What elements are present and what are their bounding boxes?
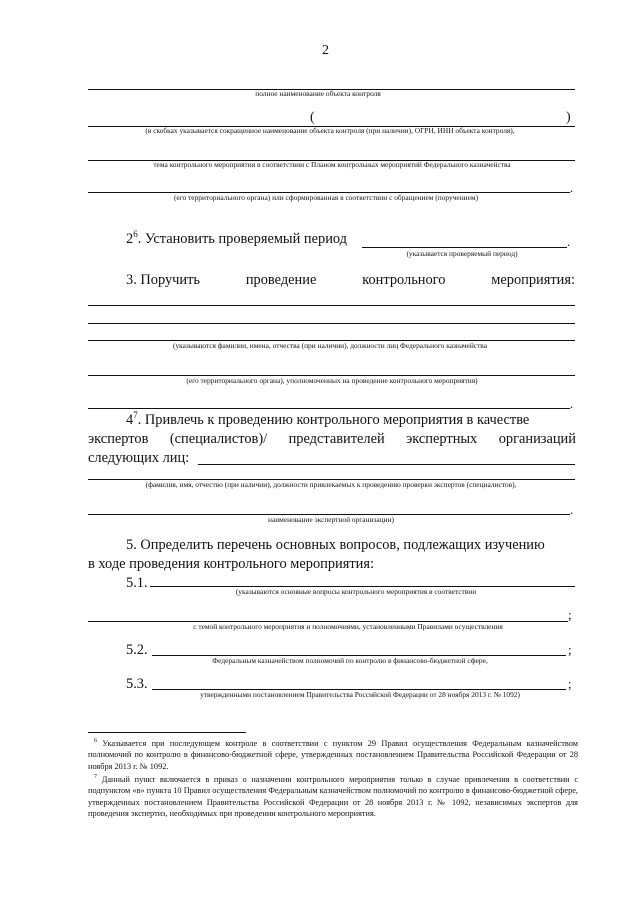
footnote-6-text: Указывается при последующем контроле в соответствии с пунктом 29 Правил осуществления Федеральным казначейством полномочий по контролю в финансово-бюджетной сфере, утвержденных постановлением Правительства Российской Федерации от 28 ноября 2013 г. № 1092. — [88, 739, 579, 771]
footnote-6-mark: 6 — [94, 738, 97, 745]
sub52-caption: Федеральным казначейством полномочий по контролю в финансово-бюджетной сфере, — [212, 656, 488, 665]
object-full-name-caption: полное наименование объекта контроля — [255, 89, 381, 98]
sub51-caption: (указываются основные вопросы контрольного мероприятия в соответствии — [235, 587, 477, 596]
short-name-caption: (в скобках указывается сокращенное наименование объекта контроля (при наличии), ОГРН, ИНН объекта контроля), — [145, 126, 515, 135]
item5-line1: 5. Определить перечень основных вопросов, подлежащих изучению — [126, 537, 545, 553]
sub51-semicolon: ; — [568, 607, 572, 622]
experts-line-1 — [198, 464, 575, 465]
close-paren: ) — [566, 110, 571, 125]
sub52-label: 5.2. — [126, 642, 148, 658]
topic-caption-1: тема контрольного мероприятия в соответствии с Планом контрольных мероприятий Федерального казначейства — [153, 160, 511, 169]
page-number: 2 — [322, 43, 329, 58]
sub52-semicolon: ; — [568, 642, 572, 657]
persons-line-2 — [88, 323, 575, 324]
persons-caption-2: (его территориального органа), уполномоченных на проведение контрольного мероприятия) — [186, 376, 478, 385]
sub53-caption: утвержденными постановлением Правительства Российской Федерации от 28 ноября 2013 г. № 1092) — [200, 690, 520, 699]
footnote-7 — [88, 774, 578, 820]
period-caption: (указывается проверяемый период) — [406, 249, 518, 258]
period-line — [362, 247, 567, 248]
experts-caption-1: (фамилия, имя, отчество (при наличии), должности привлекаемых к проведению проверки экспертов (специалистов), — [145, 480, 517, 489]
topic-caption-2: (его территориального органа) или сформированная в соответствии с обращением (поручением) — [173, 193, 479, 202]
item3-text: 3. Поручить проведение контрольного мероприятия: — [126, 272, 575, 288]
item4-line3: следующих лиц: — [88, 450, 190, 466]
footnote-separator — [88, 732, 246, 733]
persons-caption-1: (указываются фамилии, имена, отчества (при наличии), должности лиц Федерального казначейства — [173, 341, 487, 350]
experts-caption-2: наименование экспертной организации) — [267, 515, 395, 524]
footnote-7-text: Данный пункт включается в приказ о назначении контрольного мероприятия только в случае привлечения в соответствии с подпунктом «в» пункта 10 Правил осуществления Федеральным казначейством полномочий по контролю в финансово-бюджетной сфере, утвержденных постановлением Правительства Российской Федерации от 28 ноября 2013 г. № 1092, независимых экспертов для проведения экспертиз, необходимых при проведении контрольного мероприятия. — [88, 775, 578, 819]
item4-line2: экспертов (специалистов)/ представителей экспертных организаций — [88, 431, 576, 447]
sub53-semicolon: ; — [568, 676, 572, 691]
item4-line1: $4^7$. Привлечь к проведению контрольного мероприятия в качестве — [126, 410, 530, 428]
sub53-label: 5.3. — [126, 676, 148, 692]
item5-line2: в ходе проведения контрольного мероприятия: — [88, 556, 374, 572]
footnote-6 — [88, 738, 578, 772]
persons-line-5 — [88, 408, 570, 409]
footnote-7-mark: 7 — [94, 774, 97, 781]
persons-dot: . — [570, 396, 574, 411]
item2-text: $2^6$. Установить проверяемый период — [126, 229, 347, 247]
sub51-label: 5.1. — [126, 575, 148, 591]
topic-period: . — [570, 180, 574, 195]
open-paren: ( — [310, 110, 315, 125]
sub51-caption-2: с темой контрольного мероприятия и полномочиями, установленными Правилами осуществления — [193, 622, 503, 631]
period-dot: . — [567, 234, 571, 249]
persons-line-1 — [88, 305, 575, 306]
experts-dot: . — [570, 502, 574, 517]
